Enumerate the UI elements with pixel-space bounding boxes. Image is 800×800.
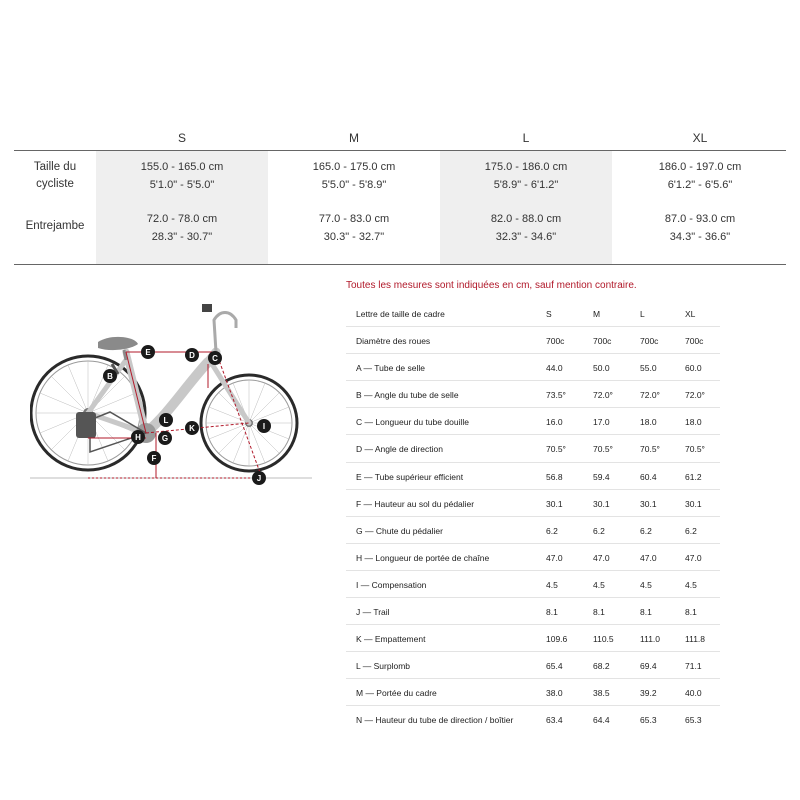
geometry-cell: 4.5 [546,579,558,590]
geometry-row-label: K — Empattement [356,634,426,645]
geometry-cell: 60.0 [685,363,702,374]
svg-text:E: E [145,348,151,357]
geometry-row-label: H — Longueur de portée de chaîne [356,552,490,563]
table-row [346,544,720,571]
geometry-row-label: A — Tube de selle [356,363,425,374]
geometry-cell: 38.5 [593,688,610,699]
geometry-cell: 71.1 [685,661,702,672]
geometry-cell: 8.1 [685,607,697,618]
geometry-cell: 30.1 [546,498,563,509]
geometry-cell: 40.0 [685,688,702,699]
label-k-marker [185,421,199,435]
label-d-marker [185,348,199,362]
geometry-row-label: D — Angle de direction [356,444,443,455]
handlebar [214,313,236,353]
table-row [346,463,720,490]
geometry-cell: 61.2 [685,471,702,482]
geometry-cell: 72.0° [685,390,705,401]
geometry-cell: 700c [546,336,565,347]
geometry-table [346,300,720,733]
geometry-cell: 72.0° [640,390,660,401]
label-b-marker [103,369,117,383]
bike-geometry-illustration [30,292,312,492]
geometry-cell: 6.2 [546,525,558,536]
label-i-marker [257,419,271,433]
geometry-cell: 8.1 [640,607,652,618]
geometry-cell: 70.5° [593,444,613,455]
geometry-cell: 65.4 [546,661,563,672]
table-row [346,652,720,679]
geometry-row-label: Diamètre des roues [356,336,431,347]
geometry-cell: 55.0 [640,363,657,374]
measurement-note: Toutes les mesures sont indiquées en cm, sauf mention contraire. [346,280,637,291]
geometry-cell: 64.4 [593,715,610,726]
geometry-row-label: E — Tube supérieur efficient [356,471,464,482]
geometry-row-label: C — Longueur du tube douille [356,417,469,428]
table-row [346,517,720,544]
table-row [346,490,720,517]
geometry-cell: 6.2 [593,525,605,536]
size-column-xl: 186.0 - 197.0 cm 6'1.2" - 6'5.6" 87.0 - 93.0 cm 34.3" - 36.6" [658,161,742,243]
svg-text:K: K [189,424,195,433]
size-header-s: S [177,131,186,145]
size-header-l: L [522,131,530,145]
table-row [346,571,720,598]
geometry-cell: 30.1 [593,498,610,509]
geometry-cell: 700c [685,336,704,347]
geometry-cell: 38.0 [546,688,563,699]
size-chart-divider [14,264,786,265]
size-column-m: 165.0 - 175.0 cm 5'5.0" - 5'8.9" 77.0 - 83.0 cm 30.3" - 32.7" [312,161,396,243]
saddle [98,337,138,350]
geometry-cell: 4.5 [685,579,697,590]
size-chart-body [14,150,786,265]
geometry-cell: 60.4 [640,471,657,482]
geometry-cell: 59.4 [593,471,610,482]
geometry-row-label: J — Trail [356,607,390,618]
geometry-row-label: M — Portée du cadre [356,688,437,699]
geometry-cell: 110.5 [593,634,614,645]
table-row [346,381,720,408]
geometry-cell: 47.0 [685,552,702,563]
svg-text:I: I [262,422,266,431]
size-column-s: 155.0 - 165.0 cm 5'1.0" - 5'5.0" 72.0 - 78.0 cm 28.3" - 30.7" [96,151,268,265]
geometry-cell: 70.5° [685,444,705,455]
label-f-marker [147,451,161,465]
geometry-cell: 65.3 [640,715,657,726]
svg-text:G: G [161,434,169,443]
label-g-marker [158,431,172,445]
geometry-row-label: F — Hauteur au sol du pédalier [356,498,475,509]
geometry-cell: 68.2 [593,661,610,672]
svg-text:F: F [151,454,157,463]
geometry-cell: 16.0 [546,417,563,428]
svg-text:L: L [163,416,169,425]
geometry-cell: 70.5° [640,444,660,455]
geometry-cell: 72.0° [593,390,613,401]
geometry-cell: 44.0 [546,363,563,374]
size-headers [14,128,786,150]
label-h-marker [131,430,145,444]
geometry-cell: 56.8 [546,471,563,482]
table-row [346,408,720,435]
geometry-cell: 18.0 [640,417,657,428]
svg-text:C: C [212,354,218,363]
geometry-cell: 8.1 [546,607,558,618]
inseam-label: Entrejambe [25,220,85,232]
geometry-row-label: N — Hauteur du tube de direction / boîtier [356,715,514,726]
size-header-m: M [349,131,359,145]
geometry-cell: 6.2 [685,525,697,536]
grip [202,304,212,312]
table-row [346,354,720,381]
table-row [346,706,720,732]
table-row [346,435,720,462]
label-c-marker [208,351,222,365]
table-row [346,327,720,354]
geometry-cell: 111.8 [685,634,706,645]
table-row [346,625,720,652]
label-l-marker [159,413,173,427]
geometry-row-label: G — Chute du pédalier [356,525,443,536]
geometry-cell: 70.5° [546,444,566,455]
geometry-cell: 17.0 [593,417,610,428]
rider-height-label: Taille du cycliste [33,161,77,190]
geometry-cell: 30.1 [685,498,702,509]
geometry-cell: 65.3 [685,715,702,726]
geometry-cell: 700c [593,336,612,347]
geometry-cell: 6.2 [640,525,652,536]
label-j-marker [252,471,266,485]
table-row [346,598,720,625]
geometry-cell: 4.5 [640,579,652,590]
geometry-cell: 47.0 [593,552,610,563]
geometry-row-label: L — Surplomb [356,661,411,672]
svg-text:B: B [107,372,113,381]
geometry-cell: 73.5° [546,390,566,401]
svg-text:D: D [189,351,195,360]
label-e-marker [141,345,155,359]
geometry-cell: 39.2 [640,688,657,699]
geometry-cell: 63.4 [546,715,563,726]
size-column-l: 175.0 - 186.0 cm 5'8.9" - 6'1.2" 82.0 - 88.0 cm 32.3" - 34.6" [440,151,612,265]
geometry-cell: 111.0 [640,634,661,645]
geometry-cell: 8.1 [593,607,605,618]
geometry-cell: 47.0 [640,552,657,563]
svg-text:J: J [256,474,262,483]
svg-text:H: H [135,433,141,442]
geometry-cell: 69.4 [640,661,657,672]
geometry-cell: 50.0 [593,363,610,374]
geometry-cell: 4.5 [593,579,605,590]
geometry-cell: 47.0 [546,552,563,563]
geometry-cell: 18.0 [685,417,702,428]
geometry-cell: 30.1 [640,498,657,509]
geometry-cell: 700c [640,336,659,347]
geometry-row-label: B — Angle du tube de selle [356,390,459,401]
table-row [346,679,720,706]
geometry-header-row: Lettre de taille de cadre S M L XL [346,300,720,327]
geometry-cell: 109.6 [546,634,568,645]
size-header-xl: XL [692,131,708,145]
size-chart [14,128,786,265]
geometry-row-label: I — Compensation [356,579,427,590]
